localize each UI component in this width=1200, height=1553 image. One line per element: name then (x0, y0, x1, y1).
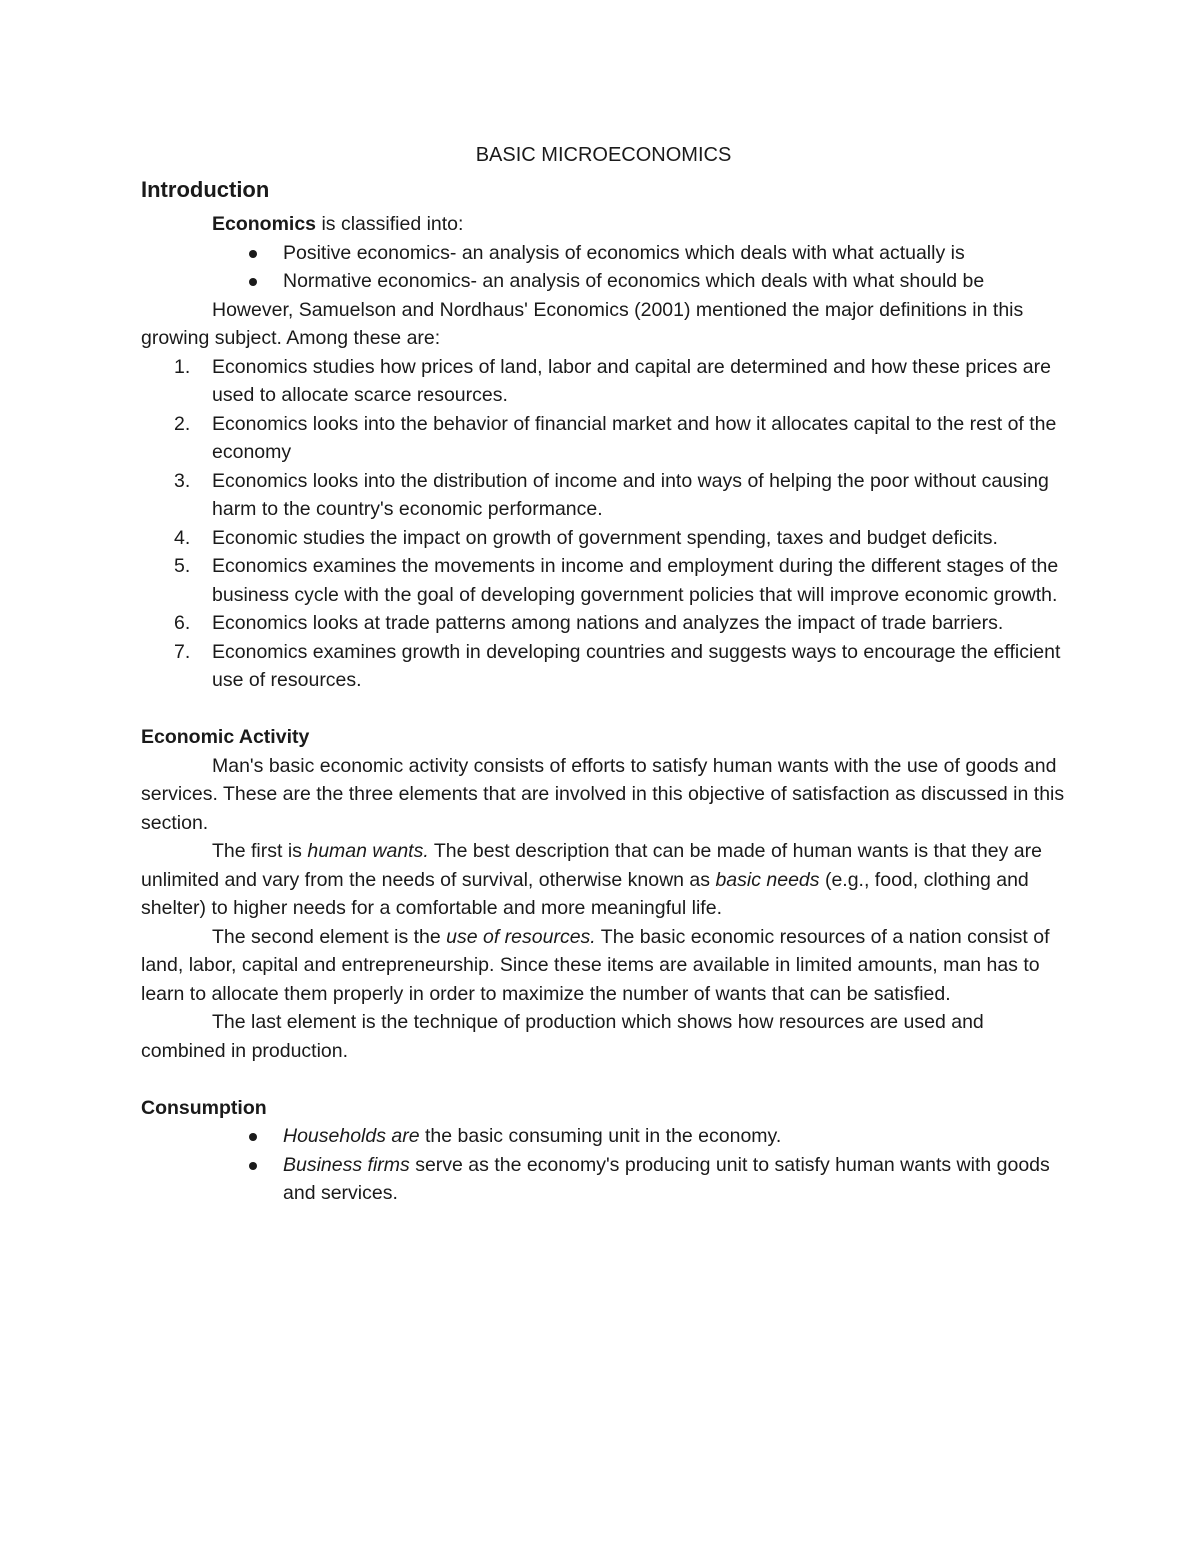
consumption-list (141, 1122, 1066, 1208)
list-item (174, 410, 1066, 467)
list-item (283, 239, 1066, 268)
list-number: 4. (174, 526, 191, 549)
list-number: 2. (174, 412, 191, 435)
economic-activity-heading: Economic Activity (141, 726, 310, 748)
list-item (174, 353, 1066, 410)
list-item (283, 267, 1066, 296)
list-item (174, 638, 1066, 695)
activity-paragraph-1: Man's basic economic activity consists of efforts to satisfy human wants with the use of goods and services. These are the three elements that are involved in this objective of satisfaction as discussed in this section. (141, 754, 1065, 834)
text-run: (e.g., food, clothing and shelter) to higher needs for a comfortable and more meaningful life. (141, 868, 1029, 919)
list-text: Economic studies the impact on growth of government spending, taxes and budget deficits. (212, 526, 998, 549)
list-text: Economics looks into the distribution of income and into ways of helping the poor without causing harm to the country's economic performance. (212, 469, 1049, 520)
list-item (174, 467, 1066, 524)
text-run: The first is (212, 840, 308, 862)
list-number: 3. (174, 469, 191, 492)
bullet-text: Positive economics- an analysis of economics which deals with what actually is (283, 241, 965, 264)
economics-types-list (141, 239, 1066, 296)
bullet-text: Normative economics- an analysis of economics which deals with what should be (283, 270, 985, 292)
samuelson-paragraph: However, Samuelson and Nordhaus' Economics (2001) mentioned the major definitions in this growing subject. Among these are: (141, 298, 1024, 349)
bullet-icon (249, 1133, 257, 1141)
activity-paragraph-4: The last element is the technique of production which shows how resources are used and combined in production. (141, 1011, 984, 1062)
document-title: BASIC MICROECONOMICS (475, 144, 732, 166)
consumption-heading: Consumption (141, 1096, 267, 1119)
list-number: 5. (174, 555, 191, 577)
bullet-icon (249, 278, 257, 286)
activity-paragraph-2 (141, 837, 1066, 923)
bullet-icon (249, 1162, 257, 1170)
list-text: Economics looks at trade patterns among nations and analyzes the impact of trade barriers. (212, 612, 1004, 634)
list-item (174, 524, 1066, 553)
list-item (174, 609, 1066, 638)
classified-rest: is classified into: (316, 213, 464, 235)
bullet-icon (249, 250, 257, 258)
list-item (283, 1122, 1066, 1151)
basic-needs-term: basic needs (715, 868, 820, 891)
definitions-list (141, 353, 1066, 695)
text-run: The second element is the (212, 925, 447, 948)
list-item (174, 552, 1066, 609)
classified-line (141, 210, 1066, 239)
list-item (283, 1151, 1066, 1208)
list-number: 6. (174, 612, 191, 634)
activity-paragraph-3 (141, 923, 1066, 1009)
spacer (141, 695, 1066, 724)
bullet-text: serve as the economy's producing unit to satisfy human wants with goods and services. (283, 1153, 1050, 1204)
economics-term: Economics (212, 213, 317, 235)
list-number: 1. (174, 355, 191, 378)
spacer (141, 1065, 1066, 1094)
introduction-heading: Introduction (141, 177, 270, 202)
list-text: Economics studies how prices of land, labor and capital are determined and how these prices are used to allocate scarce resources. (212, 355, 1051, 406)
human-wants-term: human wants. (307, 840, 429, 862)
list-text: Economics examines growth in developing countries and suggests ways to encourage the efficient use of resources. (212, 640, 1061, 691)
use-of-resources-term: use of resources. (446, 925, 596, 948)
list-text: Economics looks into the behavior of financial market and how it allocates capital to the rest of the economy (212, 412, 1057, 463)
document-content (141, 140, 1066, 1208)
text-run: The best description that can be made of human wants is that they are unlimited and vary from the needs of survival, otherwise known as (141, 840, 1042, 891)
households-term: Households are (283, 1125, 420, 1147)
list-number: 7. (174, 640, 191, 663)
list-text: Economics examines the movements in income and employment during the different stages of the business cycle with the goal of developing government policies that will improve economic growth. (212, 555, 1059, 606)
business-firms-term: Business firms (283, 1153, 410, 1176)
bullet-text: the basic consuming unit in the economy. (419, 1125, 782, 1147)
text-run: The basic economic resources of a nation consist of land, labor, capital and entrepreneurship. Since these items are available in limited amounts, man has to learn to allocate them properly in order to maximize the number of wants that can be satisfied. (141, 925, 1050, 1005)
